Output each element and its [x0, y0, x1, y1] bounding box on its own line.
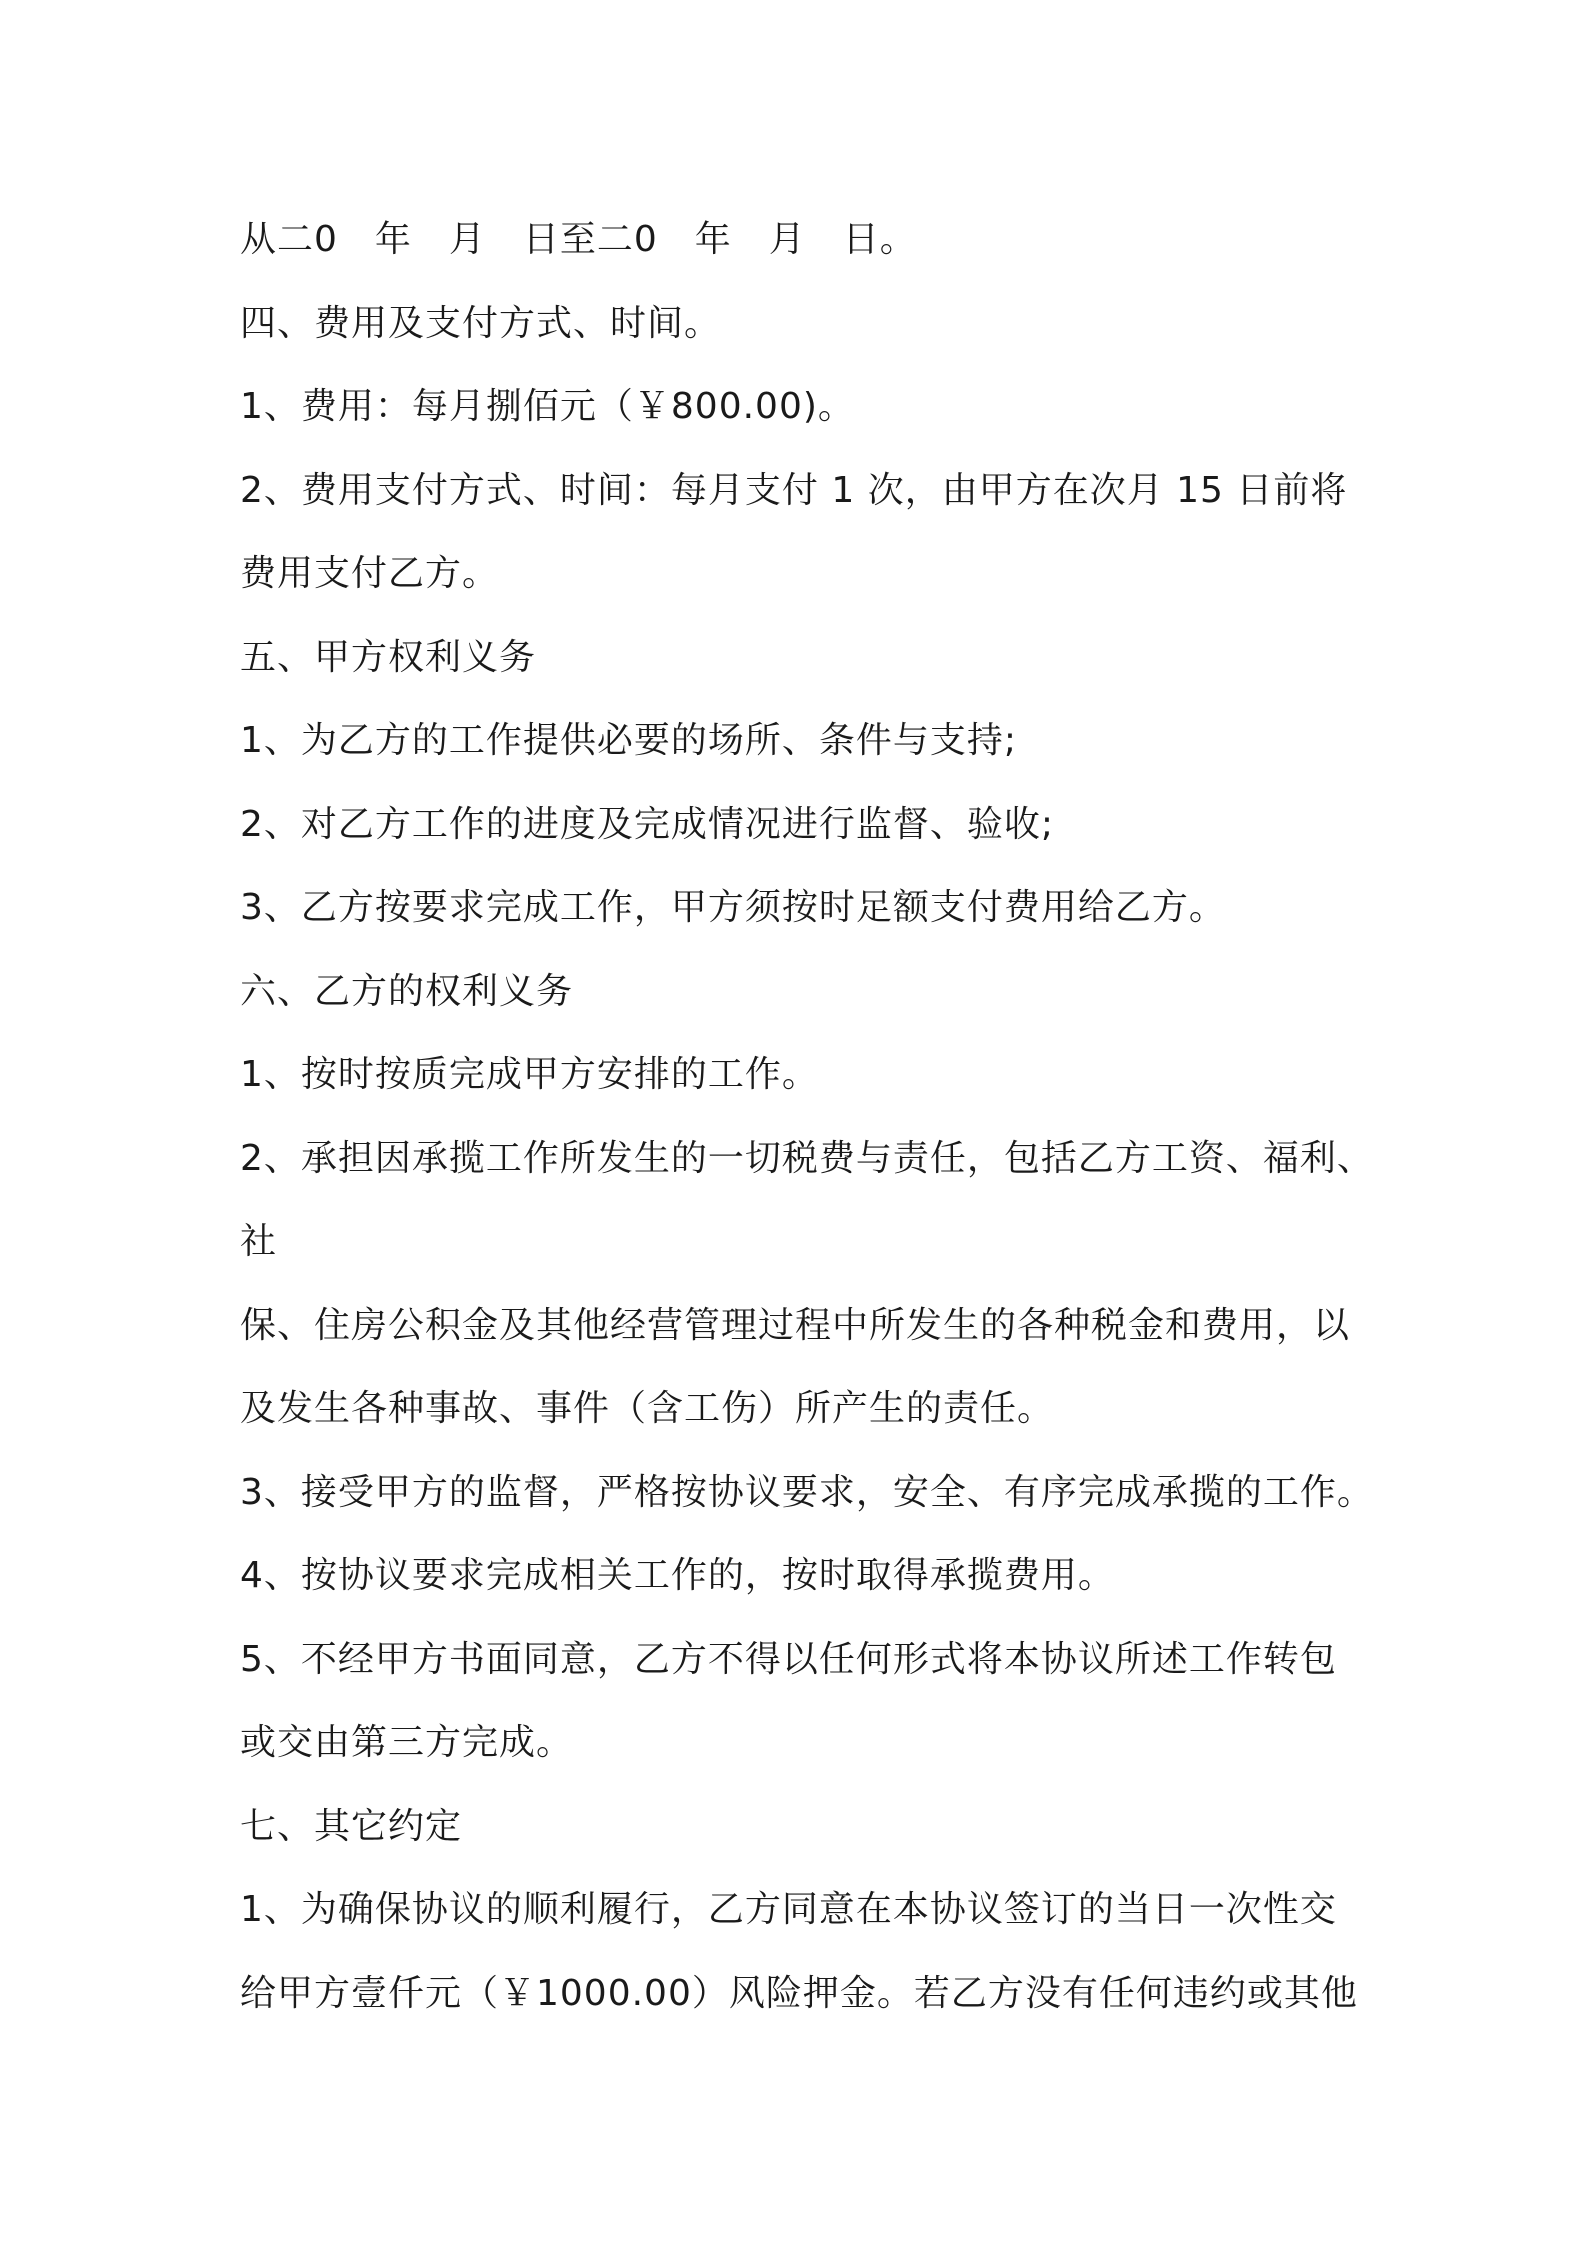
text-line-other-1-cont: 给甲方壹仟元（￥1000.00）风险押金。若乙方没有任何违约或其他	[240, 1972, 1358, 2014]
text-line-party-b-4: 4、按协议要求完成相关工作的，按时取得承揽费用。	[240, 1555, 1115, 1596]
text-line-payment-method-cont: 费用支付乙方。	[240, 553, 500, 594]
text-line-party-b-3: 3、接受甲方的监督，严格按协议要求，安全、有序完成承揽的工作。	[240, 1471, 1374, 1513]
text-line-party-b-2-cont-b: 保、住房公积金及其他经营管理过程中所发生的各种税金和费用，以	[240, 1304, 1351, 1346]
text-line-payment-method: 2、费用支付方式、时间：每月支付 1 次，由甲方在次月 15 日前将	[240, 469, 1348, 511]
text-line-other-1: 1、为确保协议的顺利履行，乙方同意在本协议签订的当日一次性交	[240, 1889, 1337, 1930]
text-line-date-range: 从二0 年 月 日至二0 年 月 日。	[240, 219, 917, 260]
section-heading-fees: 四、费用及支付方式、时间。	[240, 302, 722, 344]
text-line-party-a-1: 1、为乙方的工作提供必要的场所、条件与支持;	[240, 720, 1018, 761]
text-line-party-a-3: 3、乙方按要求完成工作，甲方须按时足额支付费用给乙方。	[240, 887, 1226, 928]
section-heading-party-b: 六、乙方的权利义务	[240, 970, 574, 1012]
section-heading-other: 七、其它约定	[240, 1805, 463, 1847]
text-line-party-b-2-cont-c: 及发生各种事故、事件（含工伤）所产生的责任。	[240, 1388, 1055, 1429]
text-line-fee-amount: 1、费用：每月捌佰元（￥800.00)。	[240, 386, 855, 427]
text-line-party-b-2: 2、承担因承揽工作所发生的一切税费与责任，包括乙方工资、福利、	[240, 1137, 1374, 1179]
section-heading-party-a: 五、甲方权利义务	[240, 636, 537, 678]
text-line-party-b-1: 1、按时按质完成甲方安排的工作。	[240, 1054, 819, 1095]
document-body	[240, 198, 1380, 2035]
text-line-party-b-2-cont-a: 社	[240, 1221, 278, 1262]
text-line-party-b-5: 5、不经甲方书面同意，乙方不得以任何形式将本协议所述工作转包	[240, 1638, 1337, 1680]
text-line-party-a-2: 2、对乙方工作的进度及完成情况进行监督、验收;	[240, 803, 1055, 845]
text-line-party-b-5-cont: 或交由第三方完成。	[240, 1722, 574, 1763]
